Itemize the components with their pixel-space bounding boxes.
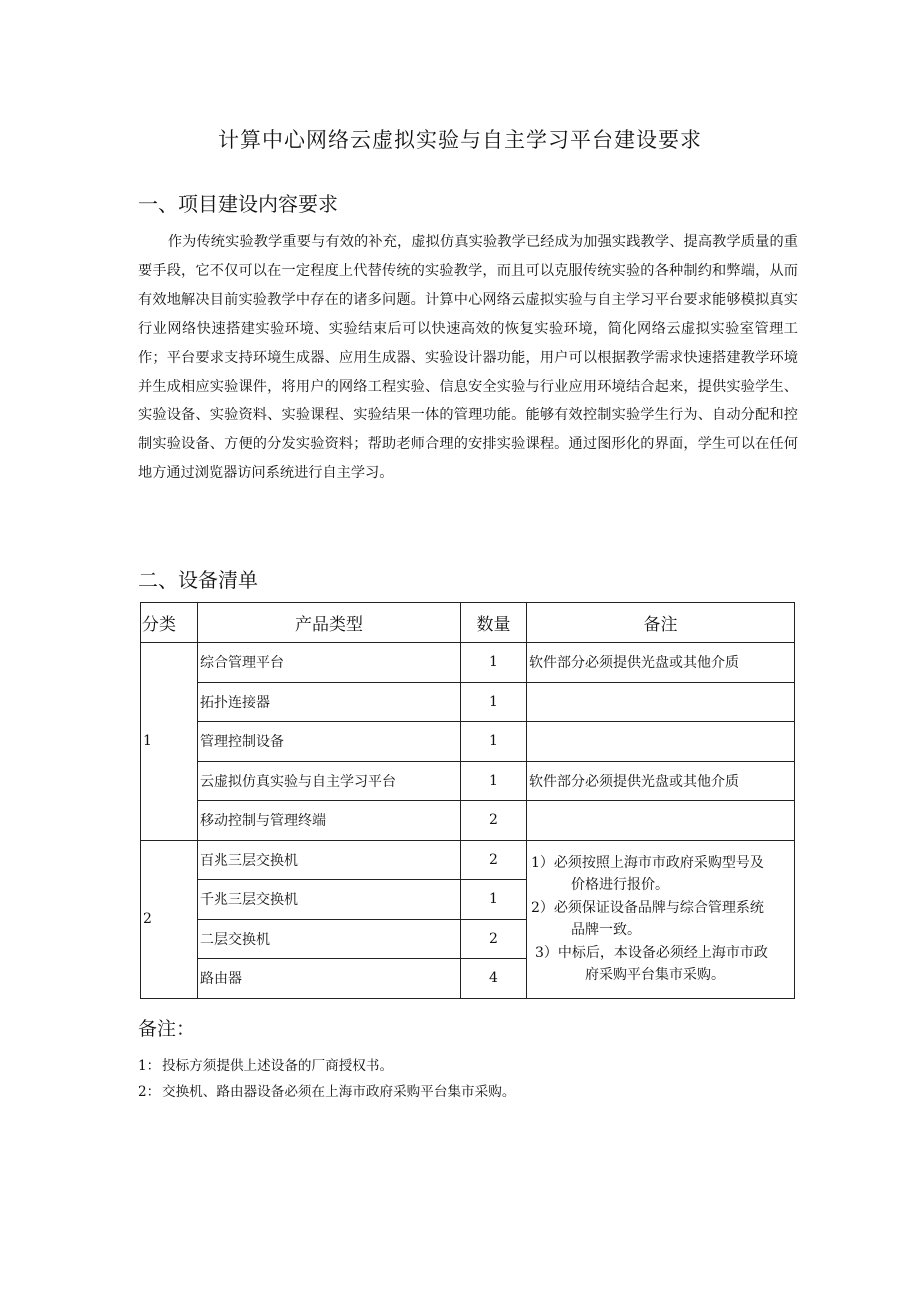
product-cell: 千兆三层交换机 — [198, 880, 461, 920]
quantity-cell: 2 — [461, 840, 527, 880]
header-remark: 备注 — [527, 603, 795, 643]
section-heading-requirements: 一、项目建设内容要求 — [138, 192, 338, 216]
note-item-2 — [138, 1080, 515, 1100]
quantity-cell: 1 — [461, 722, 527, 762]
note-text: 投标方须提供上述设备的厂商授权书。 — [162, 1058, 394, 1074]
requirements-paragraph: 作为传统实验教学重要与有效的补充，虚拟仿真实验教学已经成为加强实践教学、提高教学质量的重要手段，它不仅可以在一定程度上代替传统的实验教学，而且可以克服传统实验的各种制约和弊端，从而有效地解决目前实验教学中存在的诸多问题。计算中心网络云虚拟实验与自主学习平台要求能够模拟真实行业网络快速搭建实验环境、实验结束后可以快速高效的恢复实验环境，简化网络云虚拟实验室管理工作；平台要求支持环境生成器、应用生成器、实验设计器功能，用户可以根据教学需求快速搭建教学环境并生成相应实验课件，将用户的网络工程实验、信息安全实验与行业应用环境结合起来，提供实验学生、实验设备、实验资料、实验课程、实验结果一体的管理功能。能够有效控制实验学生行为、自动分配和控制实验设备、方便的分发实验资料；帮助老师合理的安排实验课程。通过图形化的界面，学生可以在任何地方通过浏览器访问系统进行自主学习。 — [138, 234, 798, 482]
quantity-cell: 4 — [461, 959, 527, 999]
quantity-cell: 1 — [461, 880, 527, 920]
quantity-cell: 1 — [461, 761, 527, 801]
category-cell-2: 2 — [141, 840, 198, 998]
header-quantity: 数量 — [461, 603, 527, 643]
table-row — [141, 761, 795, 801]
product-cell: 二层交换机 — [198, 919, 461, 959]
remark-cell — [527, 801, 795, 841]
switch-remarks-cell — [527, 840, 795, 998]
equipment-table — [140, 602, 795, 999]
remark-cell: 软件部分必须提供光盘或其他介质 — [527, 643, 795, 683]
remark-item-continuation: 价格进行报价。 — [571, 877, 669, 893]
table-row — [141, 840, 795, 880]
remark-item-text: 1）必须按照上海市市政府采购型号及 — [531, 854, 764, 871]
table-row — [141, 801, 795, 841]
product-cell: 管理控制设备 — [198, 722, 461, 762]
quantity-cell: 2 — [461, 801, 527, 841]
remark-item-2 — [531, 897, 790, 942]
note-text: 交换机、路由器设备必须在上海市政府采购平台集市采购。 — [162, 1084, 516, 1100]
remark-cell: 软件部分必须提供光盘或其他介质 — [527, 761, 795, 801]
header-category: 分类 — [141, 603, 198, 643]
remark-cell — [527, 722, 795, 762]
product-cell: 综合管理平台 — [198, 643, 461, 683]
section-heading-equipment: 二、设备清单 — [138, 568, 258, 592]
quantity-cell: 2 — [461, 919, 527, 959]
table-header-row — [141, 603, 795, 643]
remark-item-continuation: 品牌一致。 — [571, 922, 641, 938]
note-number: 1： — [138, 1058, 161, 1074]
product-cell: 百兆三层交换机 — [198, 840, 461, 880]
category-cell-1: 1 — [141, 643, 198, 841]
product-cell: 拓扑连接器 — [198, 682, 461, 722]
document-title: 计算中心网络云虚拟实验与自主学习平台建设要求 — [218, 128, 702, 152]
remark-item-1 — [531, 852, 790, 897]
note-item-1 — [138, 1054, 393, 1074]
quantity-cell: 1 — [461, 643, 527, 683]
quantity-cell: 1 — [461, 682, 527, 722]
remark-item-text: 3）中标后，本设备必须经上海市市政 — [535, 944, 768, 961]
table-row — [141, 643, 795, 683]
product-cell: 路由器 — [198, 959, 461, 999]
notes-heading: 备注： — [138, 1018, 196, 1040]
remark-cell — [527, 682, 795, 722]
table-row — [141, 682, 795, 722]
table-row — [141, 722, 795, 762]
remark-item-continuation: 府采购平台集市采购。 — [585, 967, 725, 983]
product-cell: 移动控制与管理终端 — [198, 801, 461, 841]
remark-item-3 — [531, 942, 790, 987]
remark-item-text: 2）必须保证设备品牌与综合管理系统 — [531, 899, 764, 916]
product-cell: 云虚拟仿真实验与自主学习平台 — [198, 761, 461, 801]
header-product: 产品类型 — [198, 603, 461, 643]
note-number: 2： — [138, 1084, 161, 1100]
